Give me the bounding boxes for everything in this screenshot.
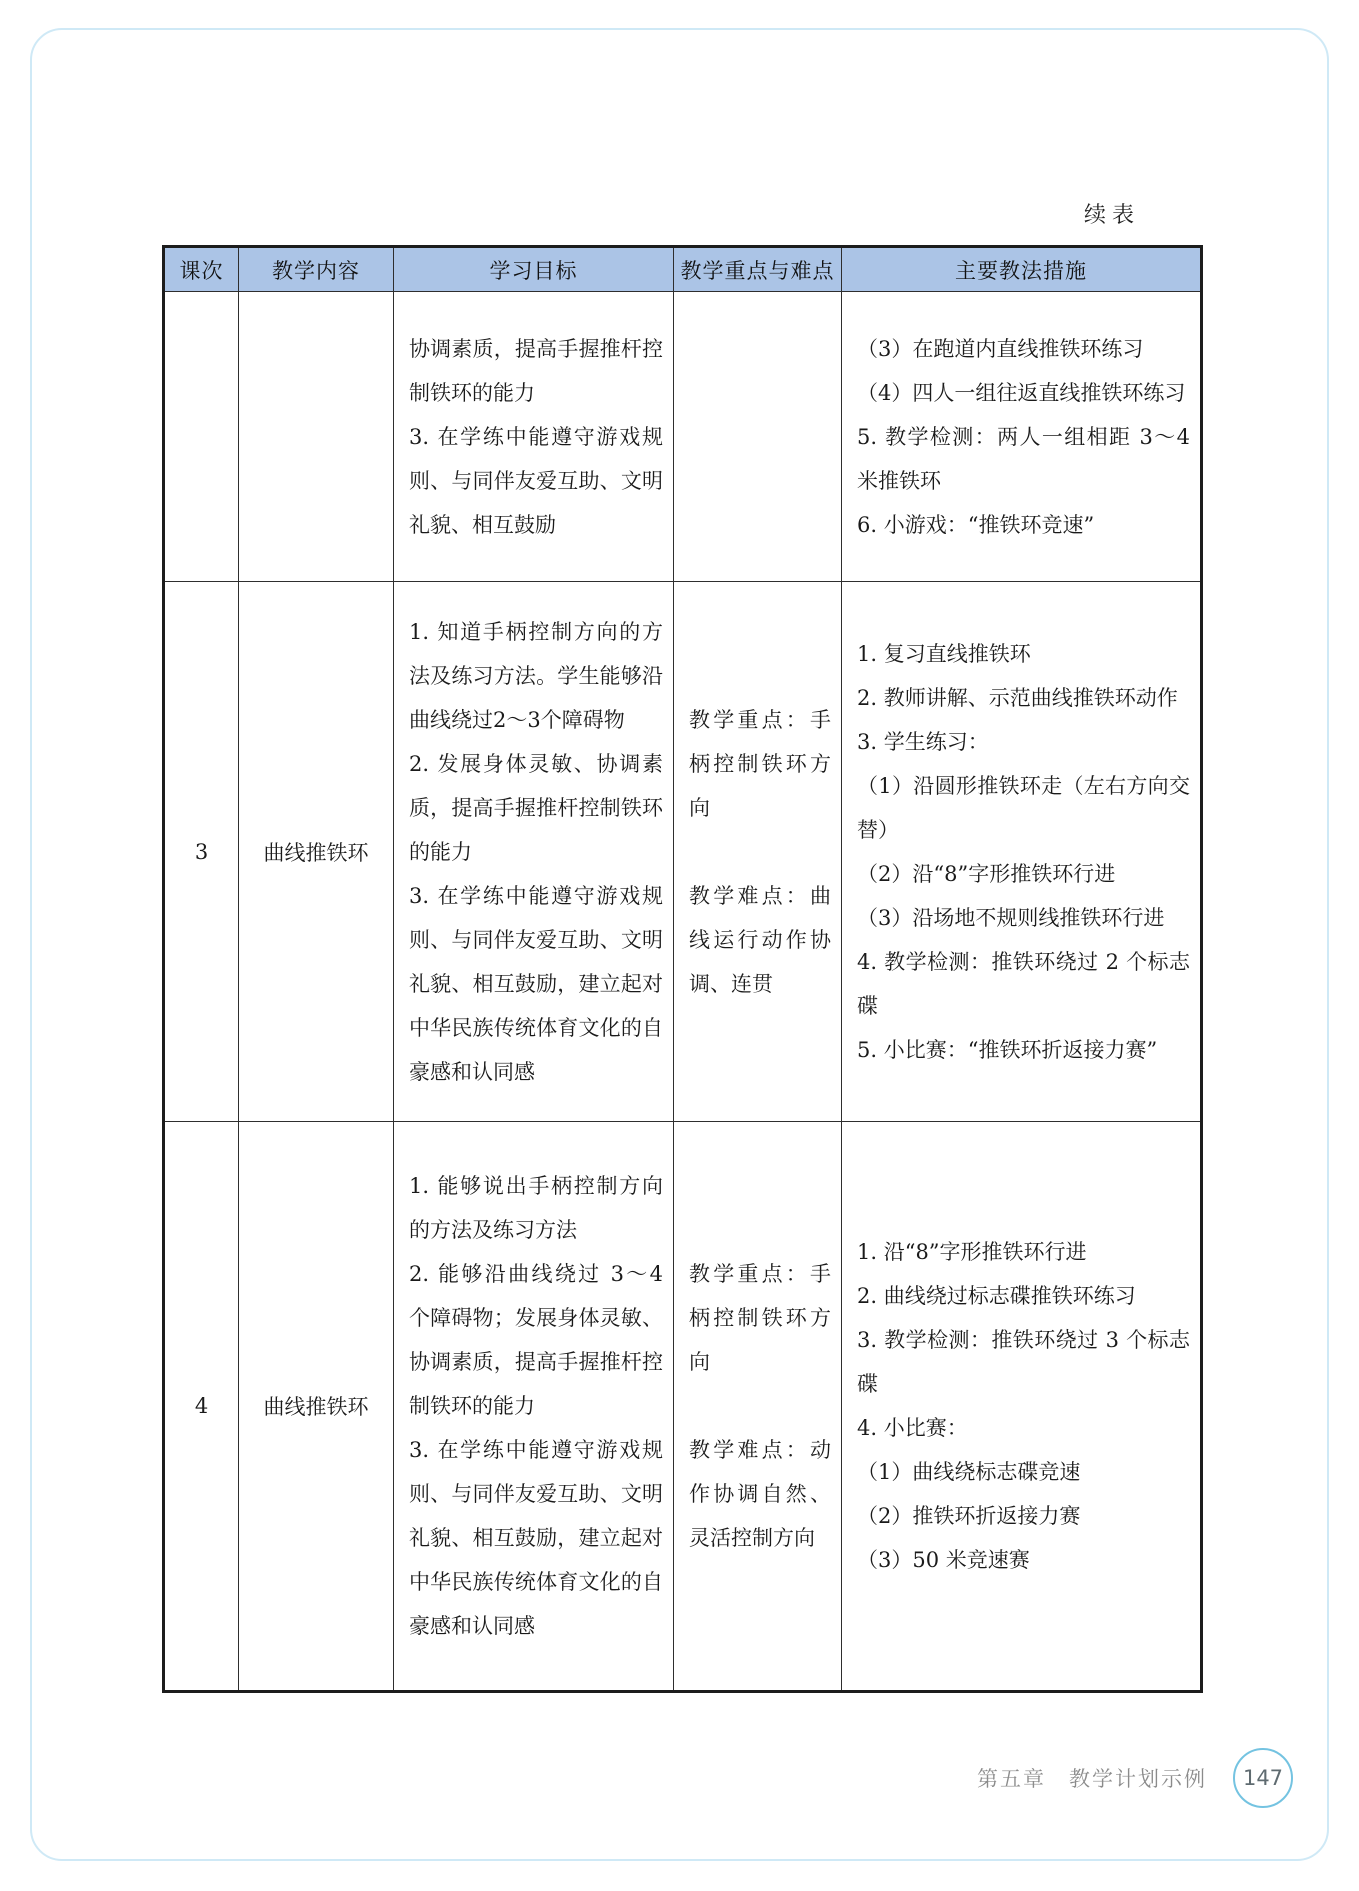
method-item: 2. 教师讲解、示范曲线推铁环动作 bbox=[857, 685, 1178, 710]
method-item: （2）沿“8”字形推铁环行进 bbox=[857, 861, 1116, 886]
focus-point: 教学重点：手柄控制铁环方向 bbox=[689, 707, 831, 820]
method-item: 3. 学生练习： bbox=[857, 729, 989, 754]
objectives-cell bbox=[394, 582, 674, 1122]
methods-cell bbox=[842, 582, 1202, 1122]
method-item: （3）沿场地不规则线推铁环行进 bbox=[857, 905, 1165, 930]
page-number: 147 bbox=[1242, 1766, 1284, 1790]
table-header-row bbox=[164, 247, 1202, 292]
objective-item: 3. 在学练中能遵守游戏规则、与同伴友爱互助、文明礼貌、相互鼓励，建立起对中华民族传统体育文化的自豪感和认同感 bbox=[409, 1438, 663, 1638]
objectives-cell bbox=[394, 292, 674, 582]
teaching-content-cell: 曲线推铁环 bbox=[239, 582, 394, 1122]
methods-cell bbox=[842, 1122, 1202, 1692]
table-row-continued bbox=[164, 292, 1202, 582]
focus-cell bbox=[674, 582, 842, 1122]
method-item: （1）曲线绕标志碟竞速 bbox=[857, 1460, 1081, 1484]
continued-table-label: 续表 bbox=[1083, 203, 1140, 228]
focus-cell bbox=[674, 292, 842, 582]
objective-item: 2. 发展身体灵敏、协调素质，提高手握推杆控制铁环的能力 bbox=[409, 751, 663, 864]
method-item: 4. 教学检测：推铁环绕过 2 个标志碟 bbox=[857, 949, 1190, 1018]
difficulty-point: 教学难点：曲线运行动作协调、连贯 bbox=[689, 883, 831, 996]
method-item: （4）四人一组往返直线推铁环练习 bbox=[857, 380, 1186, 405]
method-item: （3）50 米竞速赛 bbox=[857, 1548, 1030, 1572]
method-item: 5. 教学检测：两人一组相距 3～4 米推铁环 bbox=[857, 424, 1190, 493]
methods-cell bbox=[842, 292, 1202, 582]
page-number-badge bbox=[1233, 1748, 1293, 1808]
method-item: 5. 小比赛：“推铁环折返接力赛” bbox=[857, 1037, 1158, 1062]
objective-item: 1. 能够说出手柄控制方向的方法及练习方法 bbox=[409, 1174, 663, 1242]
col-header-lesson: 课次 bbox=[164, 247, 239, 292]
focus-point: 教学重点：手柄控制铁环方向 bbox=[689, 1262, 831, 1374]
method-item: （1）沿圆形推铁环走（左右方向交替） bbox=[857, 773, 1190, 842]
col-header-objectives: 学习目标 bbox=[394, 247, 674, 292]
method-item: 4. 小比赛： bbox=[857, 1416, 968, 1440]
table-row-lesson-4 bbox=[164, 1122, 1202, 1692]
teaching-content-cell bbox=[239, 292, 394, 582]
chapter-title: 第五章 教学计划示例 bbox=[977, 1767, 1207, 1791]
objective-item: 3. 在学练中能遵守游戏规则、与同伴友爱互助、文明礼貌、相互鼓励，建立起对中华民族传统体育文化的自豪感和认同感 bbox=[409, 883, 663, 1084]
method-item: 3. 教学检测：推铁环绕过 3 个标志碟 bbox=[857, 1328, 1190, 1396]
focus-cell bbox=[674, 1122, 842, 1692]
col-header-focus: 教学重点与难点 bbox=[674, 247, 842, 292]
lesson-number-cell: 3 bbox=[164, 582, 239, 1122]
lesson-number-cell bbox=[164, 292, 239, 582]
objectives-cell bbox=[394, 1122, 674, 1692]
method-item: （3）在跑道内直线推铁环练习 bbox=[857, 336, 1144, 361]
page-footer bbox=[977, 1748, 1293, 1808]
method-item: 1. 沿“8”字形推铁环行进 bbox=[857, 1240, 1087, 1264]
objective-item: 2. 能够沿曲线绕过 3～4 个障碍物；发展身体灵敏、协调素质，提高手握推杆控制铁环的能力 bbox=[409, 1262, 663, 1418]
col-header-content: 教学内容 bbox=[239, 247, 394, 292]
method-item: （2）推铁环折返接力赛 bbox=[857, 1504, 1081, 1528]
objective-item: 3. 在学练中能遵守游戏规则、与同伴友爱互助、文明礼貌、相互鼓励 bbox=[409, 424, 663, 537]
method-item: 2. 曲线绕过标志碟推铁环练习 bbox=[857, 1284, 1136, 1308]
objective-item: 协调素质，提高手握推杆控制铁环的能力 bbox=[409, 336, 663, 405]
lesson-number-cell: 4 bbox=[164, 1122, 239, 1692]
teaching-content-cell: 曲线推铁环 bbox=[239, 1122, 394, 1692]
col-header-methods: 主要教法措施 bbox=[842, 247, 1202, 292]
method-item: 6. 小游戏：“推铁环竞速” bbox=[857, 512, 1095, 537]
difficulty-point: 教学难点：动作协调自然、灵活控制方向 bbox=[689, 1438, 831, 1550]
objective-item: 1. 知道手柄控制方向的方法及练习方法。学生能够沿曲线绕过2～3个障碍物 bbox=[409, 619, 663, 732]
method-item: 1. 复习直线推铁环 bbox=[857, 641, 1031, 666]
teaching-plan-table bbox=[162, 245, 1203, 1693]
table-row-lesson-3 bbox=[164, 582, 1202, 1122]
